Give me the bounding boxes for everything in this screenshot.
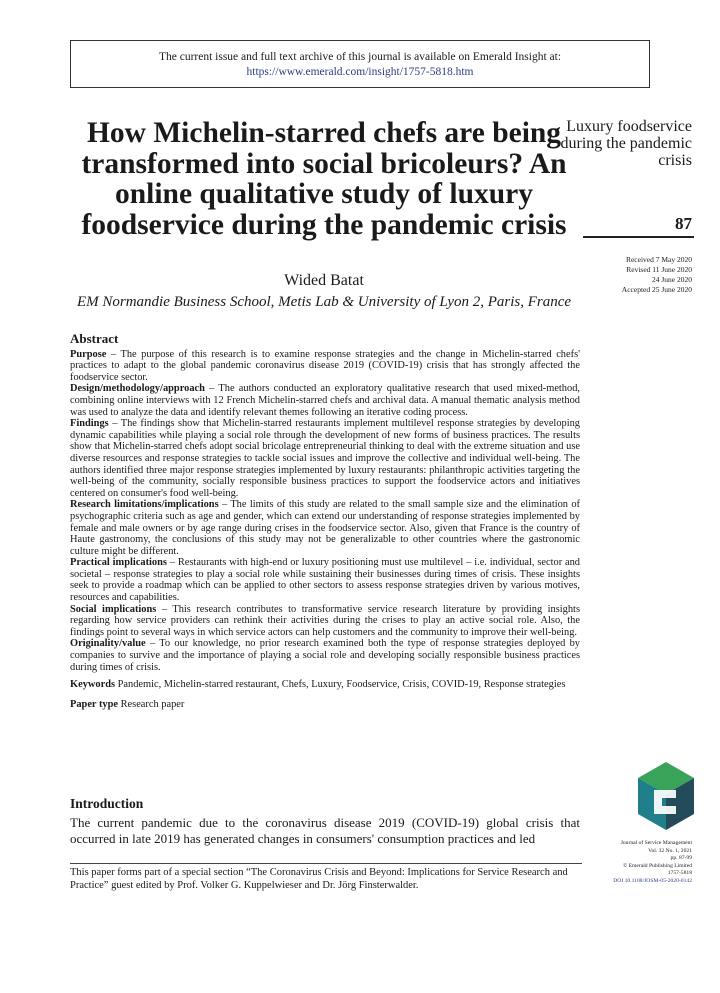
practical-label: Practical implications [70, 557, 167, 569]
author-affiliation: EM Normandie Business School, Metis Lab & University of Lyon 2, Paris, France [76, 294, 572, 310]
journal-availability-notice [70, 40, 650, 88]
abstract-design [70, 383, 580, 418]
originality-label: Originality/value [70, 638, 146, 650]
journal-meta [572, 840, 692, 885]
purpose-text: – The purpose of this research is to examine response strategies and the change in Michelin-starred chefs' practices to adapt to the global pandemic coronavirus disease 2019 (COVID-19) crisis that has strongly affected the foodservice sector. [70, 348, 580, 383]
abstract-limitations [70, 499, 580, 557]
doi-link[interactable]: DOI 10.1108/JOSM-05-2020-0142 [613, 877, 692, 884]
journal-publisher: © Emerald Publishing Limited [622, 862, 692, 869]
purpose-label: Purpose [70, 348, 107, 360]
keywords [70, 679, 580, 691]
revised-date: Revised 11 June 2020 [626, 265, 692, 274]
abstract-social [70, 604, 580, 639]
journal-name: Journal of Service Management [620, 840, 692, 846]
journal-issn: 1757-5818 [667, 870, 692, 876]
notice-text: The current issue and full text archive of this journal is available on Emerald Insight at: [158, 51, 562, 63]
introduction-heading: Introduction [70, 796, 144, 811]
paper-type-text: Research paper [118, 698, 185, 710]
crossmark-logo-icon [636, 760, 696, 832]
author-name: Wided Batat [284, 272, 364, 289]
journal-url-link[interactable]: https://www.emerald.com/insight/1757-5818.htm [246, 66, 474, 78]
originality-text: – To our knowledge, no prior research examined both the type of response strategies deployed by companies to survive and the importance of playing a social role and developing socially responsible business practices during times of crisis. [70, 638, 580, 673]
limitations-text: – The limits of this study are related to the small sample size and the elimination of psychographic criteria such as age and gender, which can extend our understanding of response strategies implemented by female and male owners or by age range during crises in the foodservice sector. Also, given that France is the country of Haute gastronomy, the conclusions of this study may not be generalizable to other countries where the gastronomic culture might be different. [70, 499, 580, 557]
page-number: 87 [675, 214, 692, 233]
design-label: Design/methodology/approach [70, 383, 205, 395]
submission-dates [552, 255, 692, 295]
introduction-section [70, 796, 580, 847]
design-text: – The authors conducted an exploratory qualitative research that used mixed-method, combining online interviews with 12 French Michelin-starred chefs and archival data. A manual thematic analysis method was used to analyze the data and identify relevant themes following an iterative coding process. [70, 383, 580, 418]
revised-date-2: 24 June 2020 [652, 275, 692, 284]
abstract-originality [70, 638, 580, 673]
paper-type [70, 699, 580, 711]
accepted-date: Accepted 25 June 2020 [621, 285, 692, 294]
journal-pages: pp. 87-99 [670, 855, 692, 861]
abstract-section [70, 333, 580, 710]
paper-type-label: Paper type [70, 698, 119, 710]
sidebar-divider [583, 236, 694, 238]
practical-text: – Restaurants with high-end or luxury positioning must use multilevel – i.e. individual, sector and societal – response strategies to play a social role while sustaining their businesses during times of crisis. These insights seek to provide a roadmap which can be applied to other sectors to assess response strategies driven by various motives, resources and capabilities. [70, 557, 581, 604]
paper-title: How Michelin-starred chefs are being transformed into social bricoleurs? An online qualitative study of luxury foodservice during the pandemic crisis [81, 117, 567, 241]
abstract-findings [70, 418, 580, 499]
social-label: Social implications [70, 603, 157, 615]
limitations-label: Research limitations/implications [70, 499, 219, 511]
running-title: Luxury foodservice during the pandemic crisis [560, 118, 692, 169]
journal-volume: Vol. 32 No. 1, 2021 [648, 847, 692, 854]
footnote-divider [70, 863, 582, 864]
findings-text: – The findings show that Michelin-starred restaurants implement multilevel response strategies by developing dynamic capabilities while playing a social role through the development of new forms of business practices. The results show that Michelin-starred chefs adopt social bricolage entrepreneurial thinking to deal with the extreme situation and use diverse resources and response strategies to tackle social issues and improve the collective and individual well-being. The authors identified three major response strategies implemented by luxury restaurants: philanthropic activities targeting the well-being of the community, socially responsible business practices to support the foodservice actors and initiatives centered on consumer's food well-being. [70, 418, 580, 499]
abstract-practical [70, 557, 580, 603]
special-section-footnote: This paper forms part of a special section “The Coronavirus Crisis and Beyond: Implications for Service Research and Practice” guest edited by Prof. Volker G. Kuppelwieser and Dr. Jörg Finsterwalder. [70, 867, 568, 891]
social-text: – This research contributes to transformative service research literature by providing insights regarding how service providers can rethink their activities during the crises to play an active social role. Also, the findings point to several ways in which service actors can help customers and the community to improve their well-being. [70, 603, 580, 638]
introduction-text: The current pandemic due to the coronavirus disease 2019 (COVID-19) global crisis that occurred in late 2019 has generated changes in consumers' consumption practices and led [70, 815, 580, 846]
keywords-label: Keywords [70, 679, 116, 691]
abstract-purpose [70, 349, 580, 384]
received-date: Received 7 May 2020 [625, 255, 692, 264]
abstract-heading: Abstract [70, 331, 119, 346]
keywords-text: Pandemic, Michelin-starred restaurant, Chefs, Luxury, Foodservice, Crisis, COVID-19, Response strategies [115, 679, 566, 691]
findings-label: Findings [70, 418, 109, 430]
